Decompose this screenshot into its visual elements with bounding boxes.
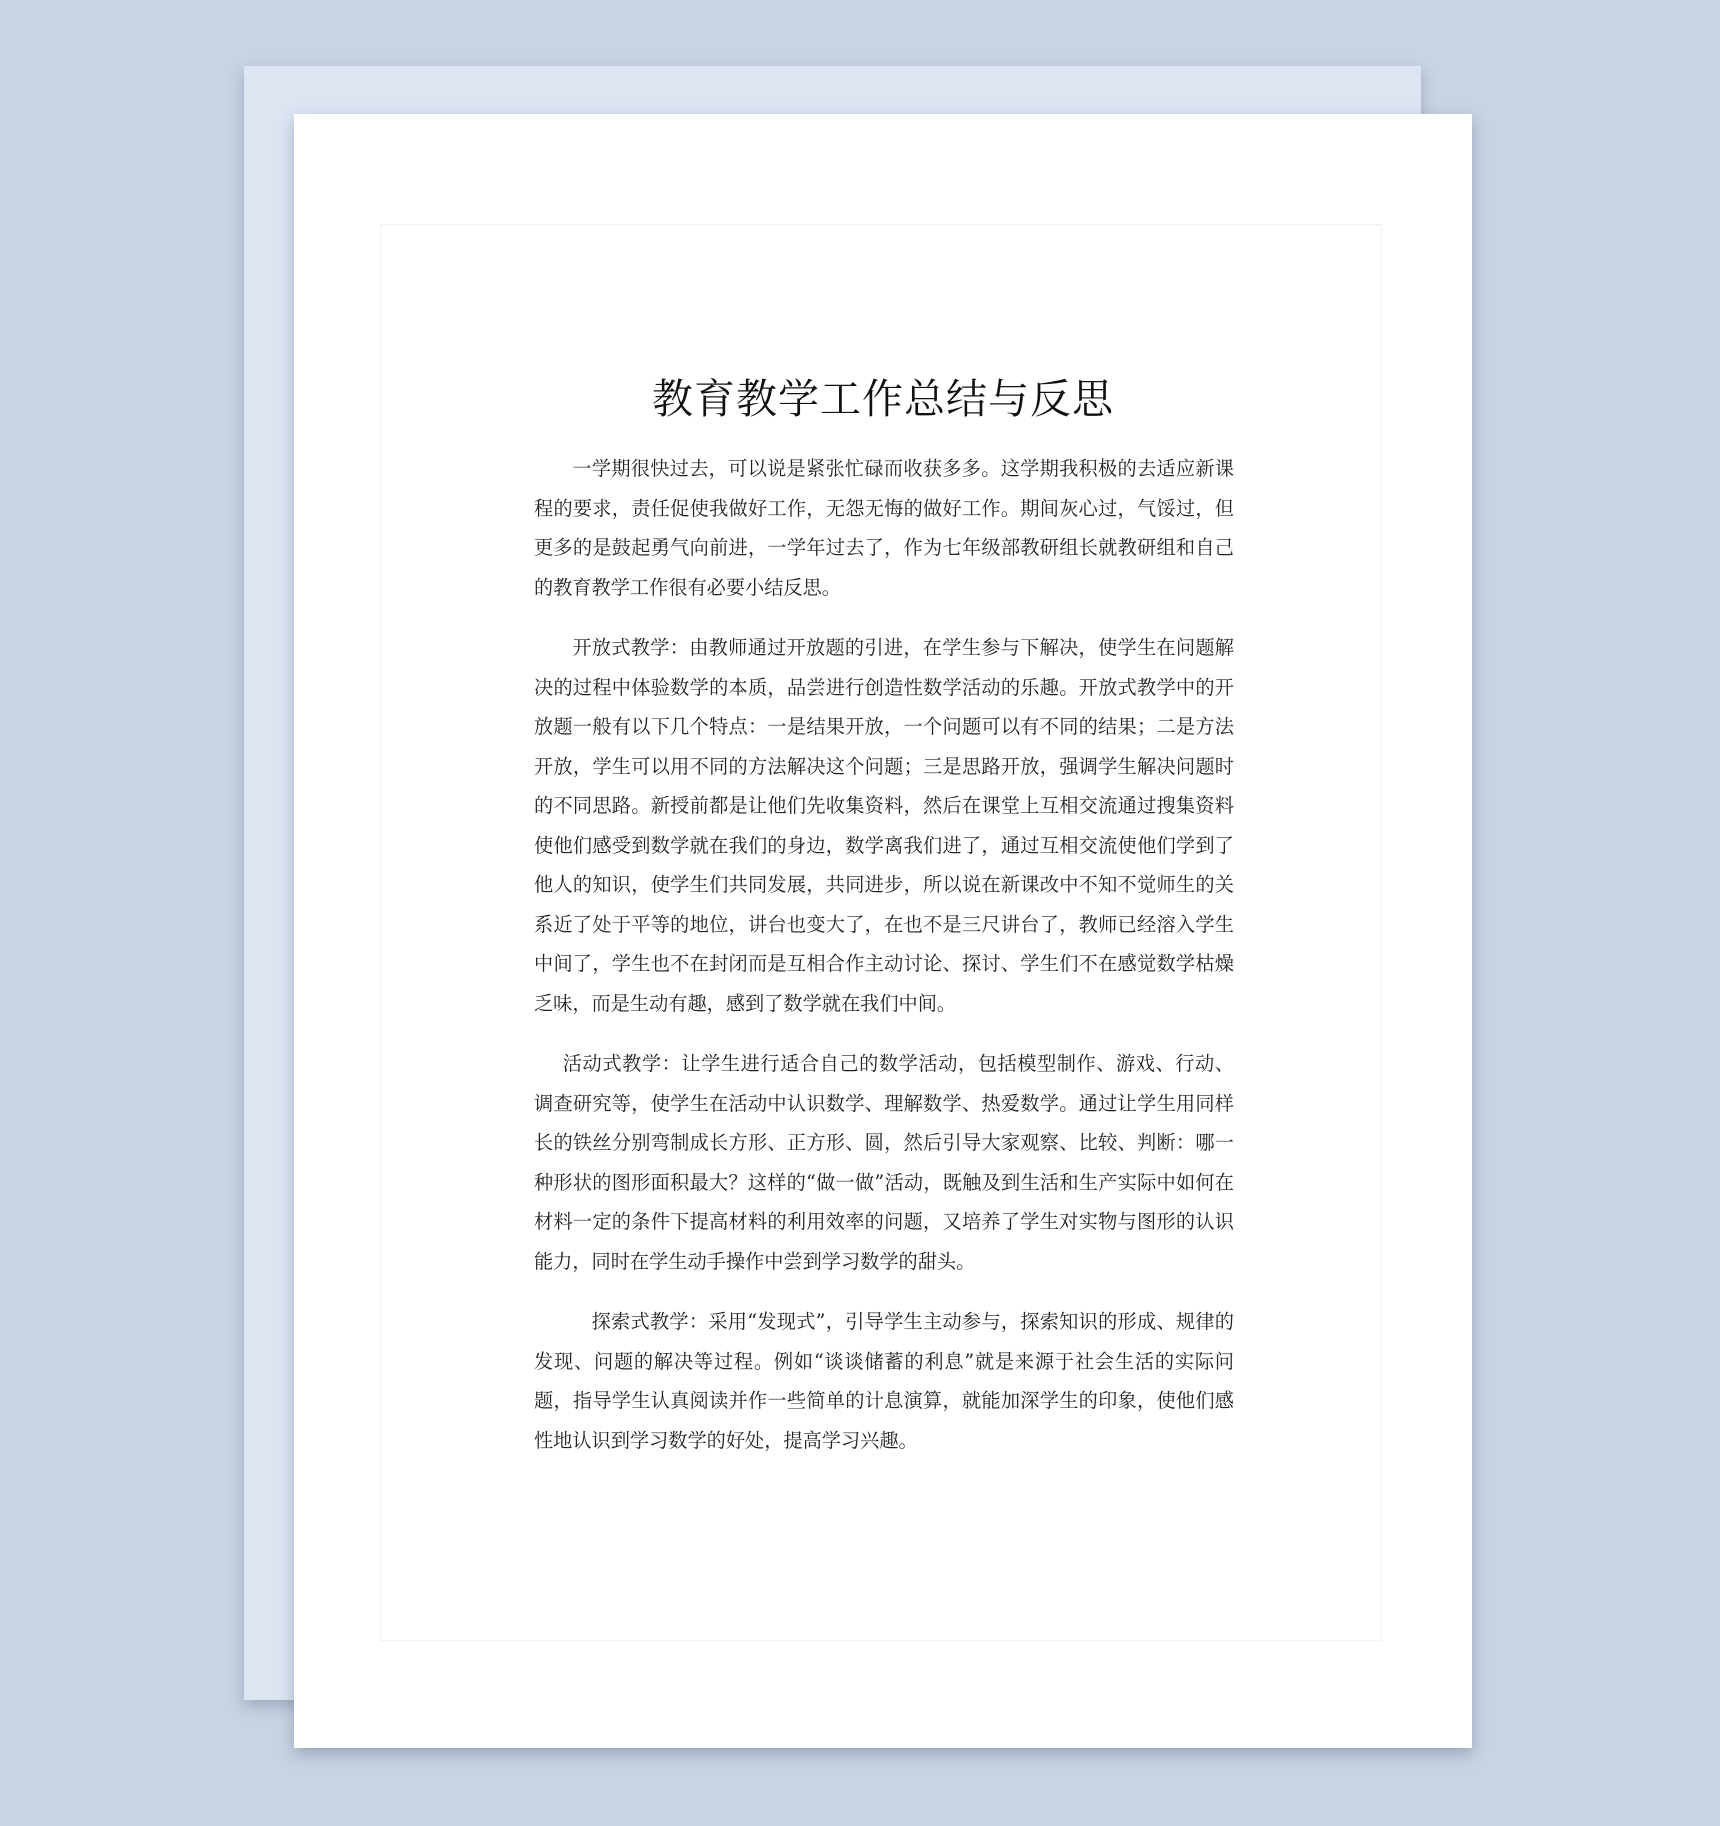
- paragraph-exploration-teaching: 探索式教学：采用“发现式”，引导学生主动参与，探索知识的形成、规律的发现、问题的解决等过程。例如“谈谈储蓄的利息”就是来源于社会生活的实际问题，指导学生认真阅读并作一些简单的计息演算，就能加深学生的印象，使他们感性地认识到学习数学的好处，提高学习兴趣。: [534, 1310, 1234, 1452]
- document-body: [534, 449, 1234, 1460]
- document-title: 教育教学工作总结与反思: [652, 375, 1114, 423]
- paragraph-open-teaching: 开放式教学：由教师通过开放题的引进，在学生参与下解决，使学生在问题解决的过程中体验数学的本质，品尝进行创造性数学活动的乐趣。开放式教学中的开放题一般有以下几个特点：一是结果开放，一个问题可以有不同的结果；二是方法开放，学生可以用不同的方法解决这个问题；三是思路开放，强调学生解决问题时的不同思路。新授前都是让他们先收集资料，然后在课堂上互相交流通过搜集资料使他们感受到数学就在我们的身边，数学离我们进了，通过互相交流使他们学到了他人的知识，使学生们共同发展，共同进步，所以说在新课改中不知不觉师生的关系近了处于平等的地位，讲台也变大了，在也不是三尺讲台了，教师已经溶入学生中间了，学生也不在封闭而是互相合作主动讨论、探讨、学生们不在感觉数学枯燥乏味，而是生动有趣，感到了数学就在我们中间。: [534, 636, 1234, 1015]
- front-page-sheet: [294, 114, 1472, 1748]
- paragraph-intro: 一学期很快过去，可以说是紧张忙碌而收获多多。这学期我积极的去适应新课程的要求，责任促使我做好工作，无怨无悔的做好工作。期间灰心过，气馁过，但更多的是鼓起勇气向前进，一学年过去了，作为七年级部教研组长就教研组和自己的教育教学工作很有必要小结反思。: [534, 457, 1234, 599]
- paragraph-activity-teaching: 活动式教学：让学生进行适合自己的数学活动，包括模型制作、游戏、行动、调查研究等，使学生在活动中认识数学、理解数学、热爱数学。通过让学生用同样长的铁丝分别弯制成长方形、正方形、圆，然后引导大家观察、比较、判断：哪一种形状的图形面积最大？这样的“做一做”活动，既触及到生活和生产实际中如何在材料一定的条件下提高材料的利用效率的问题，又培养了学生对实物与图形的认识能力，同时在学生动手操作中尝到学习数学的甜头。: [534, 1052, 1234, 1273]
